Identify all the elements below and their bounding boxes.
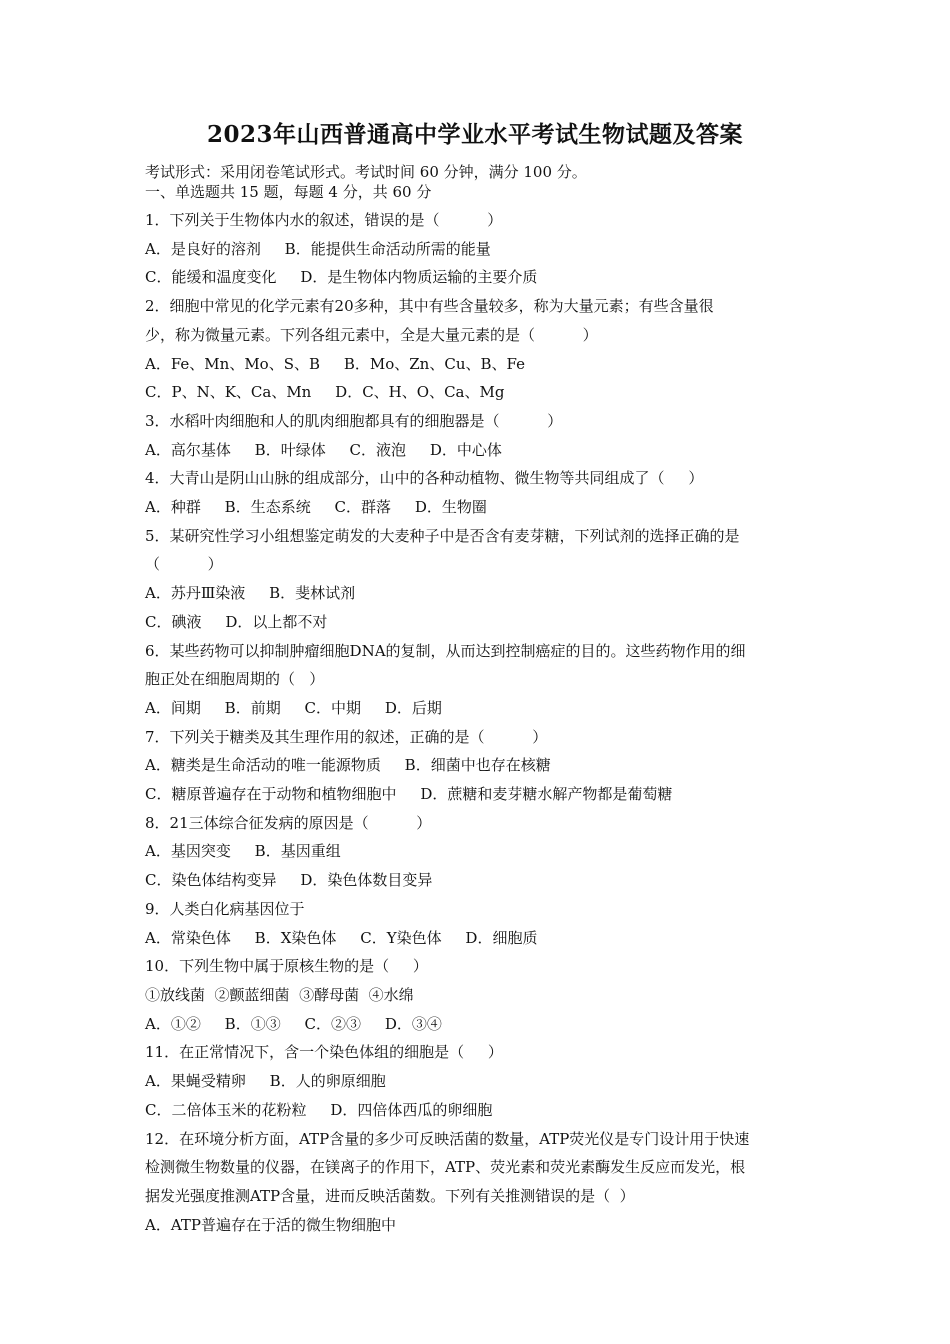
question-11-options-cd: C．二倍体玉米的花粉粒 D．四倍体西瓜的卵细胞 bbox=[145, 1100, 493, 1119]
question-12: 12．在环境分析方面，ATP含量的多少可反映活菌的数量，ATP荧光仪是专门设计用于快速 bbox=[145, 1129, 750, 1148]
question-5: 5．某研究性学习小组想鉴定萌发的大麦种子中是否含有麦芽糖，下列试剂的选择正确的是 bbox=[145, 526, 740, 545]
question-7-options-ab: A．糖类是生命活动的唯一能源物质 B．细菌中也存在核糖 bbox=[145, 756, 551, 775]
exam-format-line: 考试形式：采用闭卷笔试形式。考试时间 60 分钟，满分 100 分。 bbox=[145, 163, 587, 181]
question-10-items: ①放线菌 ②颤蓝细菌 ③酵母菌 ④水绵 bbox=[145, 985, 414, 1004]
question-11-options-ab: A．果蝇受精卵 B．人的卵原细胞 bbox=[145, 1072, 386, 1091]
question-1: 1．下列关于生物体内水的叙述，错误的是（ ） bbox=[145, 211, 503, 229]
question-4: 4．大青山是阴山山脉的组成部分，山中的各种动植物、微生物等共同组成了（ ） bbox=[145, 469, 704, 488]
question-6: 6．某些药物可以抑制肿瘤细胞DNA的复制，从而达到控制癌症的目的。这些药物作用的细 bbox=[145, 641, 746, 660]
question-3-options: A．高尔基体 B．叶绿体 C．液泡 D．中心体 bbox=[145, 440, 502, 459]
question-7: 7．下列关于糖类及其生理作用的叙述，正确的是（ ） bbox=[145, 727, 548, 746]
question-9: 9．人类白化病基因位于 bbox=[145, 899, 305, 918]
question-1-options-cd: C．能缓和温度变化 D．是生物体内物质运输的主要介质 bbox=[145, 268, 538, 287]
question-8-options-cd: C．染色体结构变异 D．染色体数目变异 bbox=[145, 871, 433, 890]
question-10: 10．下列生物中属于原核生物的是（ ） bbox=[145, 957, 428, 976]
question-8: 8．21三体综合征发病的原因是（ ） bbox=[145, 813, 432, 832]
question-12-option-a: A．ATP普遍存在于活的微生物细胞中 bbox=[145, 1215, 396, 1234]
question-10-options: A．①② B．①③ C．②③ D．③④ bbox=[145, 1014, 442, 1033]
question-2: 2．细胞中常见的化学元素有20多种，其中有些含量较多，称为大量元素；有些含量很 bbox=[145, 297, 714, 316]
document-title: 2023年山西普通高中学业水平考试生物试题及答案 bbox=[206, 121, 743, 148]
question-7-options-cd: C．糖原普遍存在于动物和植物细胞中 D．蔗糖和麦芽糖水解产物都是葡萄糖 bbox=[145, 785, 673, 804]
question-5-continued: （ ） bbox=[145, 555, 223, 574]
question-1-options-ab: A．是良好的溶剂 B．能提供生命活动所需的能量 bbox=[145, 239, 491, 258]
question-9-options: A．常染色体 B．X染色体 C．Y染色体 D．细胞质 bbox=[145, 928, 538, 947]
question-2-options-ab: A．Fe、Mn、Mo、S、B B．Mo、Zn、Cu、B、Fe bbox=[145, 354, 525, 373]
question-4-options: A．种群 B．生态系统 C．群落 D．生物圈 bbox=[145, 498, 487, 517]
section-heading: 一、单选题共 15 题，每题 4 分，共 60 分 bbox=[145, 183, 432, 201]
question-8-options-ab: A．基因突变 B．基因重组 bbox=[145, 842, 341, 861]
question-6-continued: 胞正处在细胞周期的（ ） bbox=[145, 670, 325, 689]
question-2-continued: 少，称为微量元素。下列各组元素中，全是大量元素的是（ ） bbox=[145, 325, 598, 344]
question-5-options-cd: C．碘液 D．以上都不对 bbox=[145, 612, 328, 631]
question-11: 11．在正常情况下，含一个染色体组的细胞是（ ） bbox=[145, 1043, 503, 1062]
question-12-continued-2: 据发光强度推测ATP含量，进而反映活菌数。下列有关推测错误的是（ ） bbox=[145, 1186, 635, 1205]
question-6-options: A．间期 B．前期 C．中期 D．后期 bbox=[145, 698, 442, 717]
question-12-continued-1: 检测微生物数量的仪器，在镁离子的作用下，ATP、荧光素和荧光素酶发生反应而发光，根 bbox=[145, 1158, 746, 1177]
document-body bbox=[145, 162, 815, 1239]
question-5-options-ab: A．苏丹Ⅲ染液 B．斐林试剂 bbox=[145, 584, 356, 603]
question-2-options-cd: C．P、N、K、Ca、Mn D．C、H、O、Ca、Mg bbox=[145, 383, 505, 402]
question-3: 3．水稻叶肉细胞和人的肌肉细胞都具有的细胞器是（ ） bbox=[145, 411, 563, 430]
